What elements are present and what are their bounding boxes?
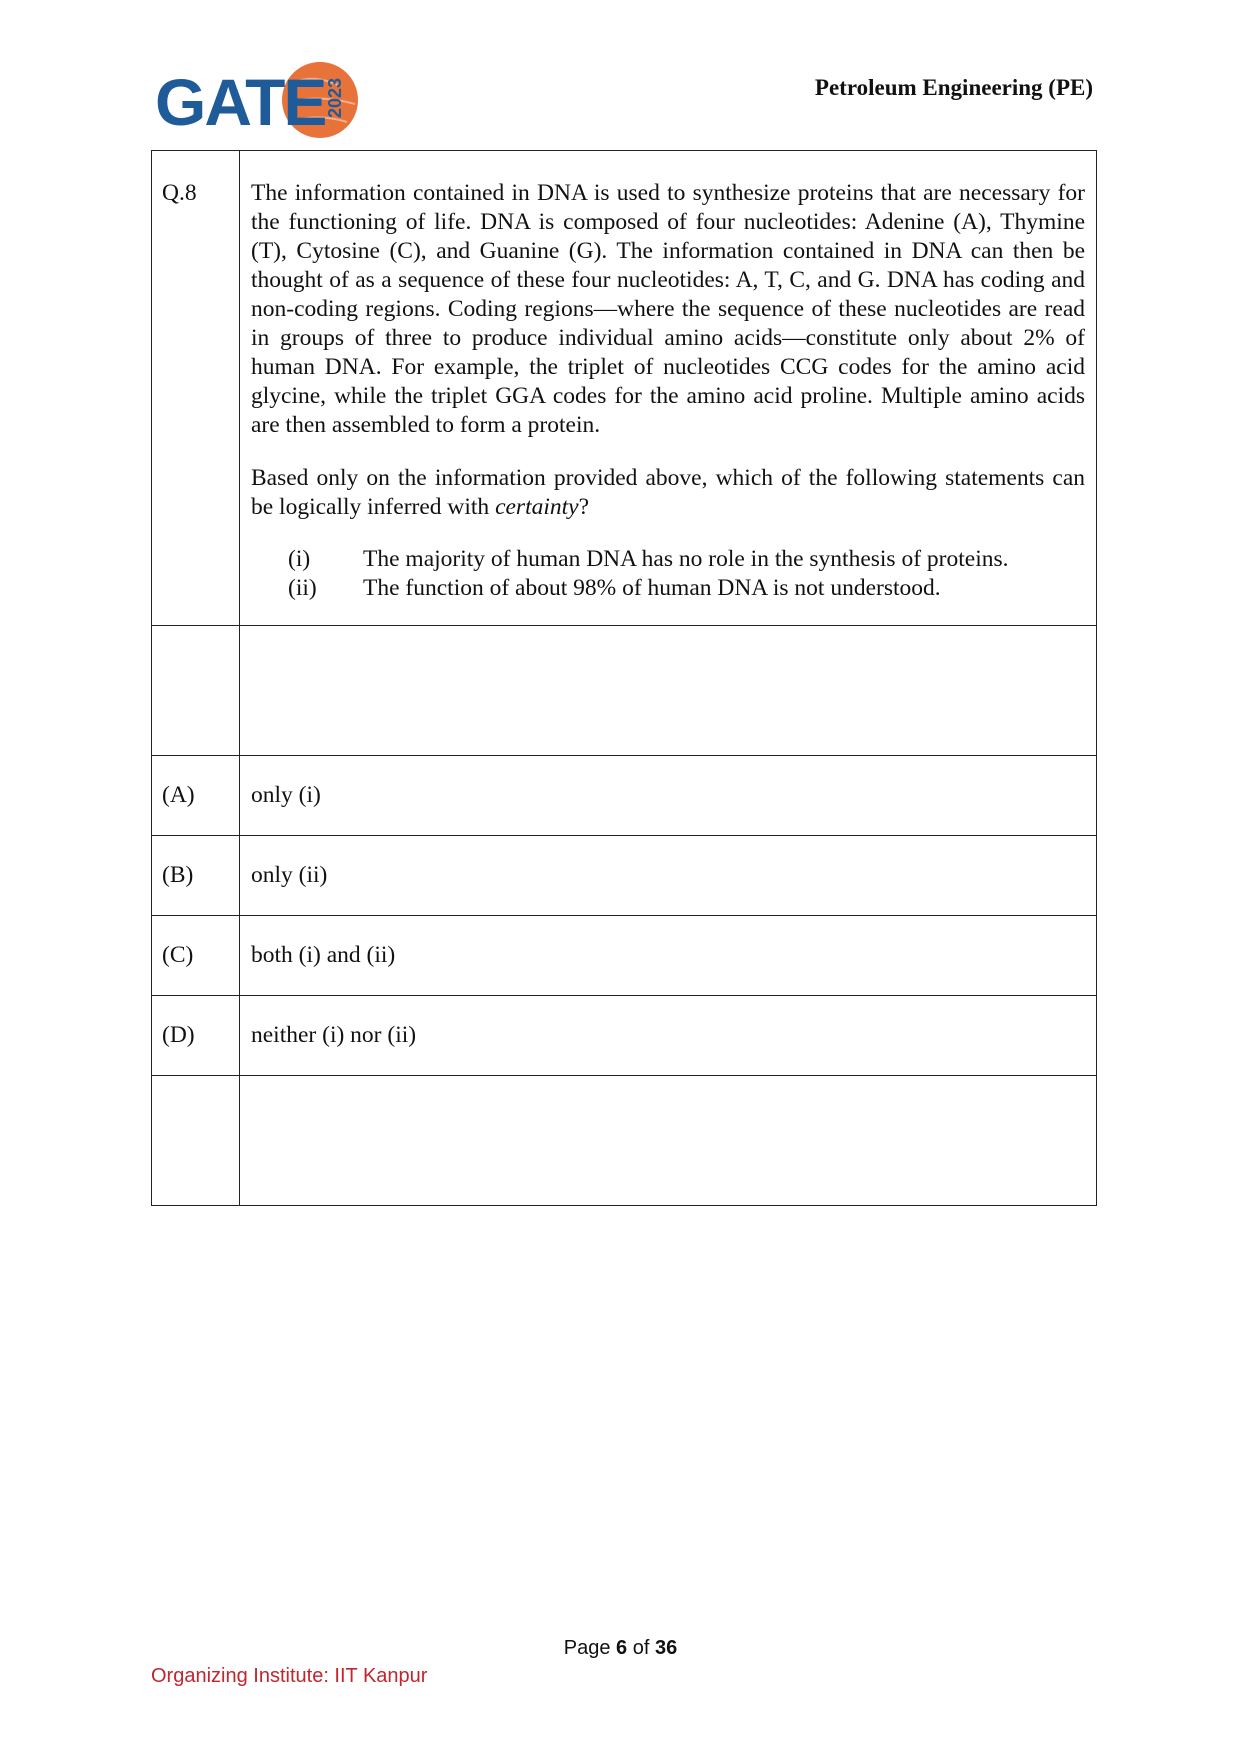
option-label: (D) xyxy=(152,996,240,1076)
statement-numeral: (i) xyxy=(288,546,311,572)
option-text: only (i) xyxy=(240,756,1097,836)
option-row-c[interactable] xyxy=(152,916,1097,996)
statement-item xyxy=(288,574,1085,603)
page-current: 6 xyxy=(616,1637,628,1659)
statement-text: The function of about 98% of human DNA is not understood. xyxy=(363,575,941,601)
blank-row xyxy=(152,1076,1097,1206)
prompt-end: ? xyxy=(578,494,590,520)
statement-item xyxy=(288,545,1085,574)
option-row-d[interactable] xyxy=(152,996,1097,1076)
logo-text: GATE xyxy=(155,65,326,139)
blank-row xyxy=(152,626,1097,756)
organizer-footer: Organizing Institute: IIT Kanpur xyxy=(151,1665,428,1687)
question-number: Q.8 xyxy=(152,151,240,626)
option-label: (A) xyxy=(152,756,240,836)
option-label: (B) xyxy=(152,836,240,916)
gate-logo xyxy=(155,60,360,140)
prompt-text: Based only on the information provided above, which of the following statements can be logically inferred with xyxy=(251,465,1085,520)
page-label: Page xyxy=(563,1637,611,1659)
question-row xyxy=(152,151,1097,626)
statement-numeral: (ii) xyxy=(288,575,317,601)
subject-title: Petroleum Engineering (PE) xyxy=(814,75,1093,100)
option-row-b[interactable] xyxy=(152,836,1097,916)
page-of: of xyxy=(632,1637,650,1659)
option-text: only (ii) xyxy=(240,836,1097,916)
question-table xyxy=(151,150,1097,1206)
statement-list xyxy=(251,545,1085,603)
option-text: neither (i) nor (ii) xyxy=(240,996,1097,1076)
logo-year: 2023 xyxy=(325,77,345,118)
option-label: (C) xyxy=(152,916,240,996)
statement-text: The majority of human DNA has no role in the synthesis of proteins. xyxy=(363,546,1009,572)
option-row-a[interactable] xyxy=(152,756,1097,836)
page-total: 36 xyxy=(654,1637,678,1659)
question-body xyxy=(240,151,1097,626)
page-number xyxy=(0,1637,1241,1660)
question-prompt xyxy=(251,464,1085,522)
gate-2023-logo-graphic xyxy=(155,60,360,140)
prompt-emphasis: certainty xyxy=(495,494,579,520)
question-passage: The information contained in DNA is used to synthesize proteins that are necessary for the functioning of life. DNA is composed of four nucleotides: Adenine (A), Thymine (T), Cytosine (C), and Guanine (G). The information contained in DNA can then be thought of as a sequence of these four nucleotides: A, T, C, and G. DNA has coding and non-coding regions. Coding regions—where the sequence of these nucleotides are read in groups of three to produce individual amino acids—constitute only about 2% of human DNA. For example, the triplet of nucleotides CCG codes for the amino acid glycine, while the triplet GGA codes for the amino acid proline. Multiple amino acids are then assembled to form a protein. xyxy=(251,180,1085,438)
option-text: both (i) and (ii) xyxy=(240,916,1097,996)
